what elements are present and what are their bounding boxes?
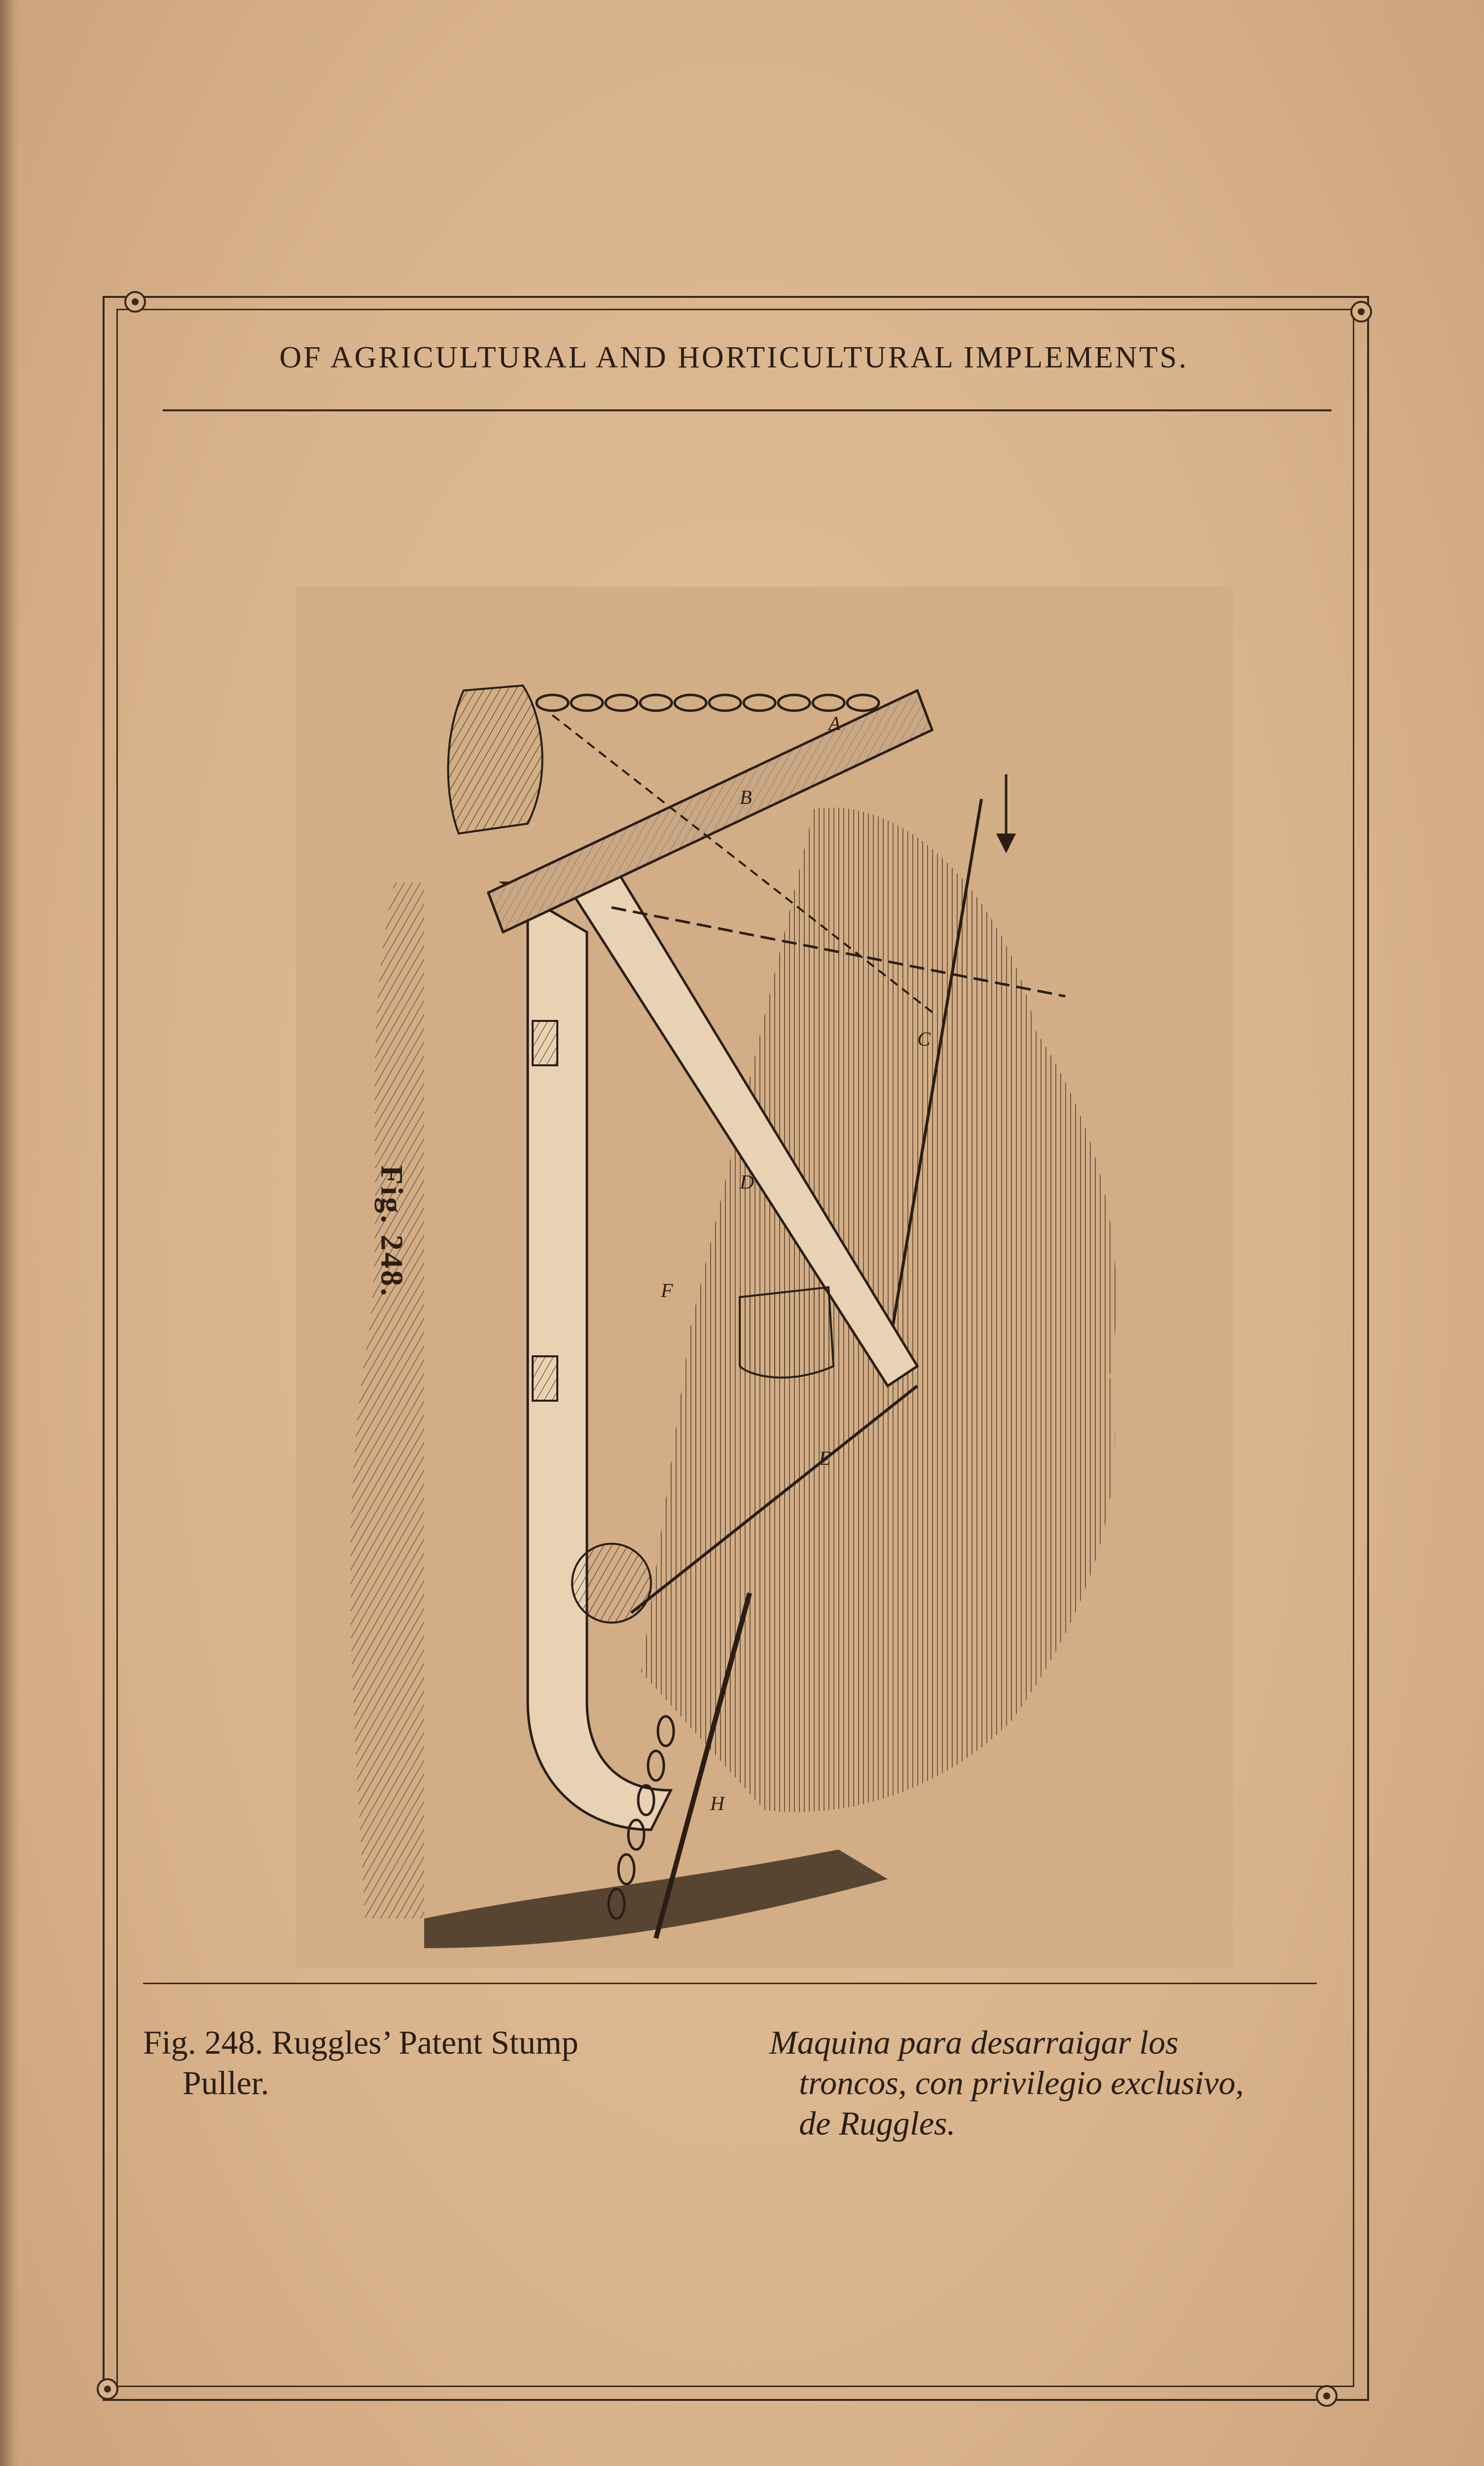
- caption-english: [143, 2022, 710, 2103]
- corner-ornament-top-right: [1350, 301, 1372, 323]
- letter-f: F: [661, 1279, 673, 1302]
- letter-c: C: [917, 1028, 931, 1050]
- root-ball: [572, 1544, 651, 1623]
- caption-spanish: [769, 2022, 1337, 2143]
- letter-b: B: [740, 786, 752, 808]
- caption-english-line2: Puller.: [182, 2064, 269, 2102]
- running-head: OF AGRICULTURAL AND HORTICULTURAL IMPLEMENTS.: [279, 341, 1189, 374]
- letter-d: D: [740, 1171, 754, 1193]
- frame-block-1: [533, 1021, 557, 1065]
- corner-ornament-bottom-left: [97, 2378, 118, 2400]
- header-rule: [163, 409, 1332, 411]
- caption-spanish-line3: de Ruggles.: [799, 2104, 956, 2142]
- corner-ornament-top-left: [124, 291, 146, 313]
- caption-spanish-line1: Maquina para desarraigar los: [769, 2024, 1179, 2061]
- letter-a: A: [829, 712, 841, 734]
- puller-frame: [503, 883, 671, 1830]
- corner-ornament-bottom-right: [1316, 2385, 1338, 2407]
- middle-stump: [740, 1287, 833, 1378]
- chain-a: [537, 695, 879, 711]
- arrow-head: [996, 834, 1016, 853]
- figure-number-label: Fig. 248.: [374, 1165, 410, 1298]
- letter-h: H: [710, 1792, 724, 1814]
- caption-spanish-line2: troncos, con privilegio exclusivo,: [799, 2064, 1244, 2102]
- tree-stump-top: [448, 686, 543, 834]
- letter-e: E: [819, 1447, 831, 1469]
- caption-english-line1: Fig. 248. Ruggles’ Patent Stump: [143, 2024, 579, 2061]
- caption-rule: [143, 1983, 1317, 1984]
- page-spine-shadow: [0, 0, 20, 2466]
- stump-puller-engraving: [296, 587, 1233, 1968]
- engraving-illustration: [296, 587, 1233, 1968]
- frame-block-2: [533, 1356, 557, 1401]
- ground-shrubbery: [350, 883, 424, 1919]
